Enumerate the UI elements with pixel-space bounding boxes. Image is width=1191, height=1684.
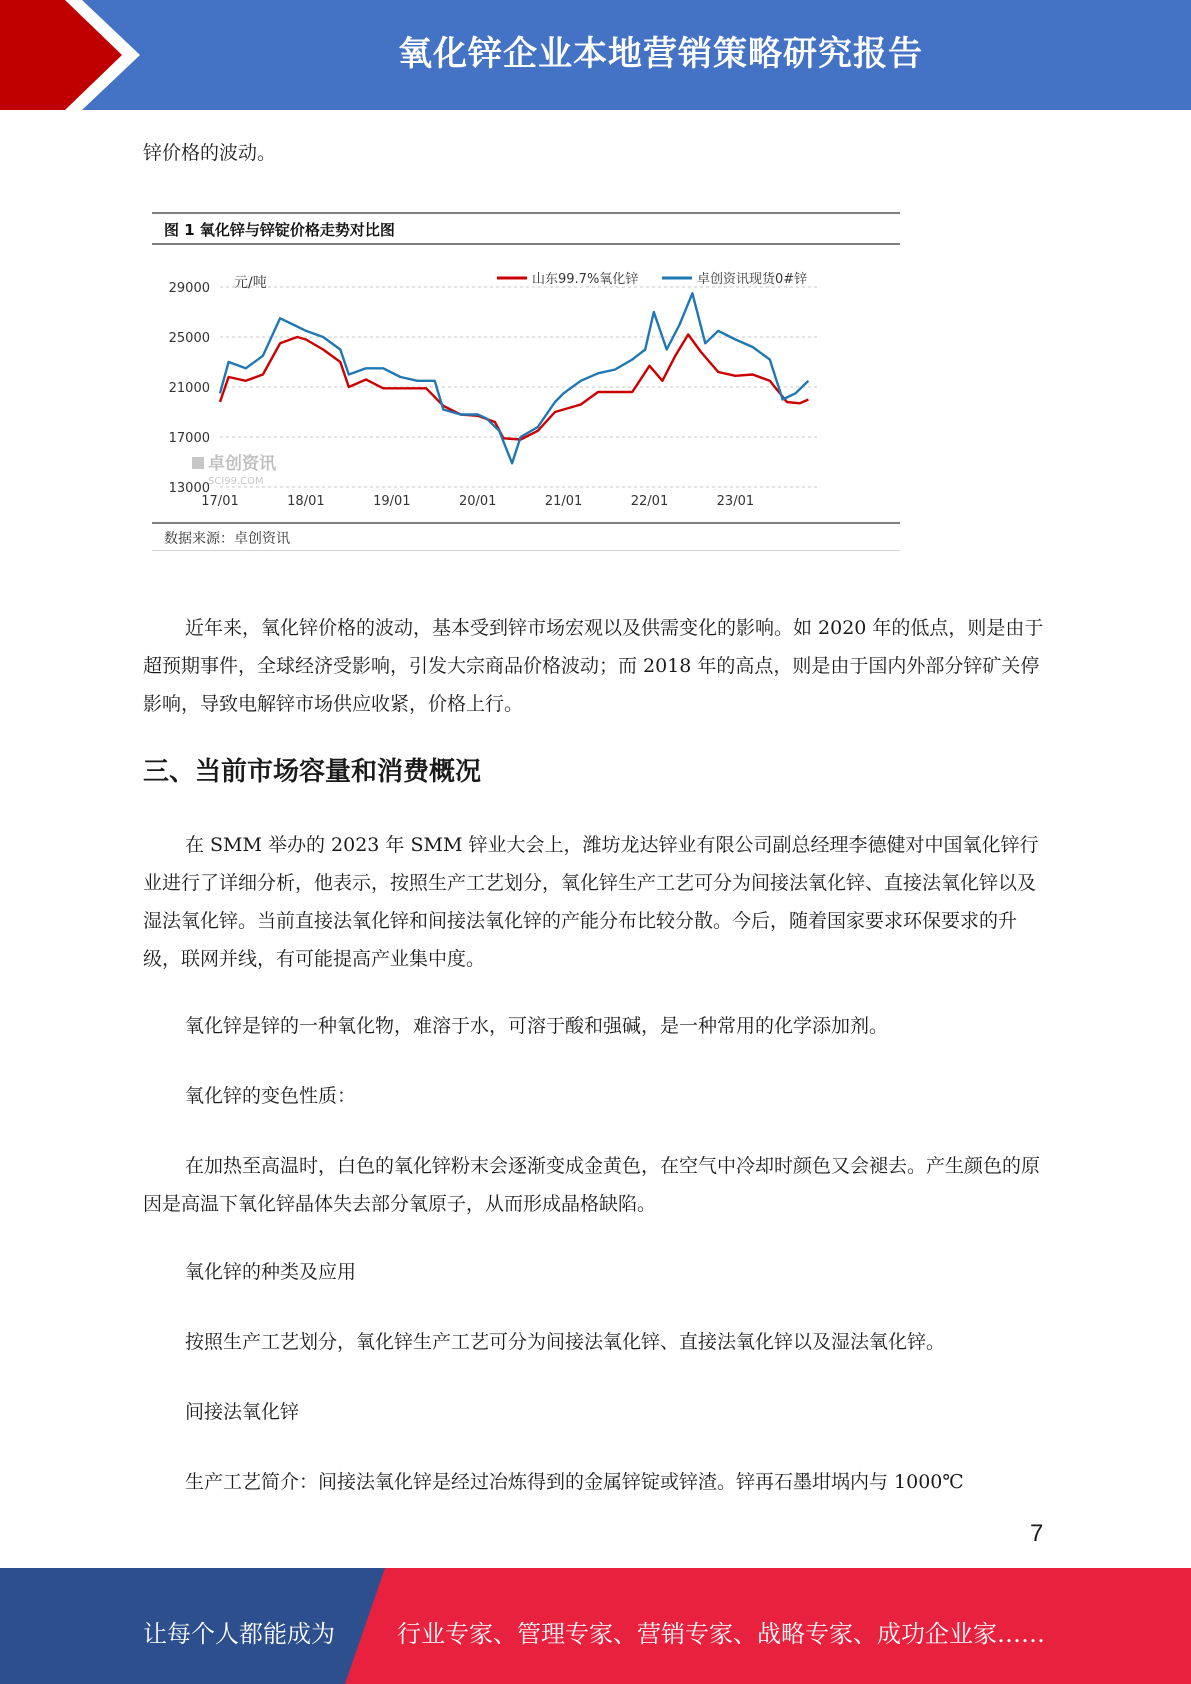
paragraph-intro: 锌价格的波动。 — [143, 142, 277, 164]
chart-x-ticks — [201, 494, 754, 509]
y-tick-label: 13000 — [168, 481, 210, 496]
y-tick-label: 21000 — [168, 381, 210, 396]
x-tick-label: 17/01 — [201, 494, 239, 509]
x-tick-label: 23/01 — [716, 494, 755, 509]
paragraph-color-change-detail: 在加热至高温时，白色的氧化锌粉末会逐渐变成金黄色，在空气中冷却时颜色又会褪去。产生颜色的原因是高温下氧化锌晶体失去部分氧原子，从而形成晶格缺陷。 — [143, 1155, 1041, 1215]
watermark-text: 卓创资讯 — [208, 454, 276, 474]
paragraph-price-fluctuation: 近年来，氧化锌价格的波动，基本受到锌市场宏观以及供需变化的影响。如 2020 年的低点，则是由于超预期事件，全球经济受影响，引发大宗商品价格波动；而 2018 年的高点，则是由于国内外部分锌矿关停影响，导致电解锌市场供应收紧，价格上行。 — [143, 617, 1044, 715]
report-title: 氧化锌企业本地营销策略研究报告 — [398, 34, 923, 74]
legend-label-1: 山东99.7%氧化锌 — [532, 272, 639, 287]
chart-source: 数据来源：卓创资讯 — [164, 531, 290, 547]
y-tick-label: 25000 — [168, 331, 210, 346]
page-footer — [0, 1568, 1191, 1684]
chart-series — [220, 293, 808, 463]
footer-slogan-right: 行业专家、管理专家、营销专家、战略专家、成功企业家…… — [397, 1620, 1045, 1648]
paragraph-types-heading: 氧化锌的种类及应用 — [185, 1261, 357, 1283]
page-header — [0, 0, 1191, 110]
x-tick-label: 20/01 — [458, 494, 497, 509]
paragraph-zinc-oxide-definition: 氧化锌是锌的一种氧化物，难溶于水，可溶于酸和强碱，是一种常用的化学添加剂。 — [185, 1015, 889, 1037]
paragraph-process-classification: 按照生产工艺划分，氧化锌生产工艺可分为间接法氧化锌、直接法氧化锌以及湿法氧化锌。 — [185, 1331, 946, 1353]
x-tick-label: 22/01 — [630, 494, 669, 509]
y-tick-label: 29000 — [168, 281, 210, 296]
paragraph-color-change-heading: 氧化锌的变色性质： — [185, 1085, 357, 1107]
price-trend-chart — [152, 205, 900, 551]
chart-y-unit: 元/吨 — [234, 275, 267, 291]
watermark-logo-icon — [192, 457, 204, 469]
chart-title: 图 1 氧化锌与锌锭价格走势对比图 — [164, 221, 395, 239]
page-number: 7 — [1030, 1520, 1044, 1547]
paragraph-smm-conference: 在 SMM 举办的 2023 年 SMM 锌业大会上，潍坊龙达锌业有限公司副总经理李德健对中国氧化锌行业进行了详细分析，他表示，按照生产工艺划分，氧化锌生产工艺可分为间接法氧化锌、直接法氧化锌以及湿法氧化锌。当前直接法氧化锌和间接法氧化锌的产能分布比较分散。今后，随着国家要求环保要求的升级，联网并线，有可能提高产业集中度。 — [143, 834, 1039, 970]
y-tick-label: 17000 — [168, 431, 210, 446]
chart-svg — [152, 205, 900, 551]
x-tick-label: 21/01 — [544, 494, 583, 509]
paragraph-indirect-method-process: 生产工艺简介：间接法氧化锌是经过冶炼得到的金属锌锭或锌渣。锌再石墨坩埚内与 1000℃ — [185, 1471, 964, 1493]
paragraph-indirect-method-heading: 间接法氧化锌 — [185, 1401, 300, 1423]
chart-legend — [497, 271, 807, 287]
section-heading: 三、当前市场容量和消费概况 — [143, 757, 482, 787]
series-line-2 — [220, 293, 808, 463]
x-tick-label: 19/01 — [373, 494, 411, 509]
x-tick-label: 18/01 — [287, 494, 325, 509]
chart-gridlines — [220, 287, 817, 487]
watermark-subtext: SCI99.COM — [208, 476, 264, 487]
legend-label-2: 卓创资讯现货0#锌 — [697, 272, 808, 287]
footer-slogan-left: 让每个人都能成为 — [143, 1620, 335, 1648]
